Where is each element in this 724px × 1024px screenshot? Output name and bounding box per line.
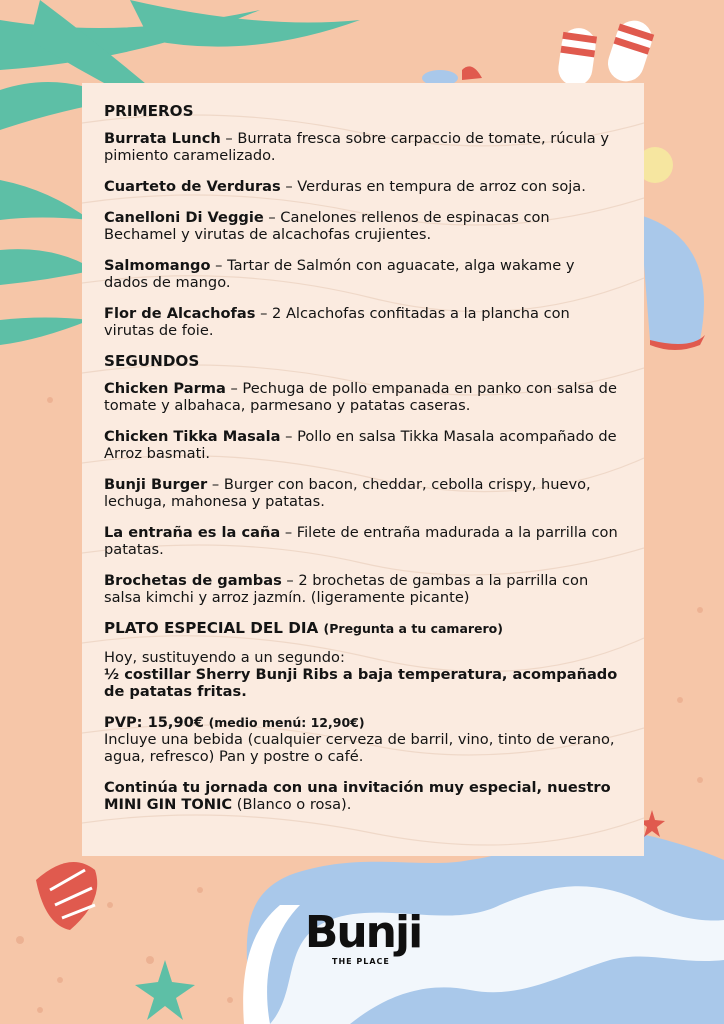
menu-item	[104, 572, 622, 606]
gin-tonic-variant: (Blanco o rosa).	[232, 796, 352, 813]
dish-name: La entraña es la caña	[104, 524, 281, 541]
special-dish	[104, 649, 622, 700]
price-block	[104, 714, 622, 765]
menu-item	[104, 178, 622, 195]
menu-item	[104, 476, 622, 510]
dish-name: Brochetas de gambas	[104, 572, 282, 589]
half-menu-price: (medio menú: 12,90€)	[208, 715, 365, 730]
price-includes: Incluye una bebida (cualquier cerveza de barril, vino, tinto de verano, agua, refresco) Pan y postre o café.	[104, 731, 615, 765]
dish-name: Salmomango	[104, 257, 211, 274]
bunji-logo	[284, 909, 442, 969]
menu-item	[104, 380, 622, 414]
gin-tonic-label: MINI GIN TONIC	[104, 796, 233, 813]
segundos-title: SEGUNDOS	[104, 352, 200, 370]
menu-card	[82, 83, 644, 856]
dish-description: – Burrata fresca sobre carpaccio de tomate, rúcula y pimiento caramelizado.	[104, 130, 610, 164]
dish-description: – Burger con bacon, cheddar, cebolla crispy, huevo, lechuga, mahonesa y patatas.	[104, 476, 591, 510]
dish-name: Bunji Burger	[104, 476, 208, 493]
dish-description: – Verduras en tempura de arroz con soja.	[280, 178, 586, 195]
dish-name: Chicken Tikka Masala	[104, 428, 281, 445]
dish-description: – 2 Alcachofas confitadas a la plancha con virutas de foie.	[104, 305, 570, 339]
menu-item	[104, 257, 622, 291]
menu-item	[104, 524, 622, 558]
dish-description: – 2 brochetas de gambas a la parrilla con salsa kimchi y arroz jazmín. (ligeramente picante)	[104, 572, 589, 606]
dish-description: – Filete de entraña madurada a la parrilla con patatas.	[104, 524, 618, 558]
price-label: PVP: 15,90€	[104, 714, 204, 731]
dish-name: Canelloni Di Veggie	[104, 209, 264, 226]
closing-text: Continúa tu jornada con una invitación muy especial, nuestro	[104, 779, 611, 796]
dish-description: – Canelones rellenos de espinacas con Bechamel y virutas de alcachofas crujientes.	[104, 209, 550, 243]
special-dish-name: ½ costillar Sherry Bunji Ribs a baja temperatura, acompañado de patatas fritas.	[104, 666, 618, 700]
closing-note	[104, 779, 622, 813]
dish-name: Flor de Alcachofas	[104, 305, 256, 322]
dish-name: Cuarteto de Verduras	[104, 178, 281, 195]
dish-name: Chicken Parma	[104, 380, 226, 397]
special-subtitle: (Pregunta a tu camarero)	[323, 621, 503, 636]
primeros-title: PRIMEROS	[104, 102, 194, 120]
menu-item	[104, 209, 622, 243]
menu-item	[104, 130, 622, 164]
dish-name: Burrata Lunch	[104, 130, 221, 147]
dish-description: – Pechuga de pollo empanada en panko con salsa de tomate y albahaca, parmesano y patatas caseras.	[104, 380, 617, 414]
brand-name: Bunji	[304, 907, 422, 958]
special-intro: Hoy, sustituyendo a un segundo:	[104, 649, 345, 666]
dish-description: – Pollo en salsa Tikka Masala acompañado de Arroz basmati.	[104, 428, 617, 462]
dish-description: – Tartar de Salmón con aguacate, alga wakame y dados de mango.	[104, 257, 575, 291]
brand-tagline: THE PLACE	[332, 957, 390, 966]
menu-item	[104, 428, 622, 462]
special-heading: PLATO ESPECIAL DEL DIA	[104, 619, 319, 637]
menu-item	[104, 305, 622, 339]
special-title	[104, 620, 622, 637]
